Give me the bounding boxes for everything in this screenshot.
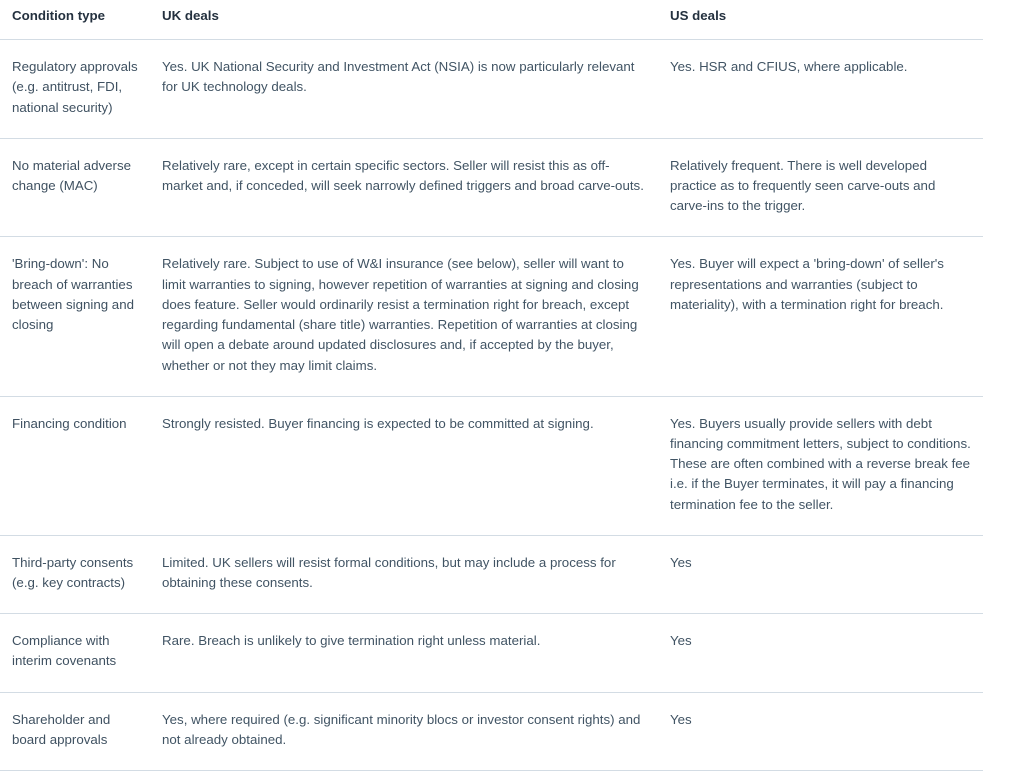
table-header-row bbox=[0, 0, 983, 40]
column-header-uk-deals: UK deals bbox=[150, 0, 658, 40]
table-row bbox=[0, 40, 983, 139]
column-header-condition-type: Condition type bbox=[0, 0, 150, 40]
table-header bbox=[0, 0, 983, 40]
cell-us-deals: Yes. Buyer will expect a 'bring-down' of seller's representations and warranties (subject to materiality), with a termination right for breach. bbox=[658, 237, 983, 396]
cell-us-deals: Yes bbox=[658, 692, 983, 770]
cell-us-deals: Yes. Buyers usually provide sellers with debt financing commitment letters, subject to conditions. These are often combined with a reverse break fee i.e. if the Buyer terminates, it will pay a financing termination fee to the seller. bbox=[658, 396, 983, 535]
cell-uk-deals: Limited. UK sellers will resist formal conditions, but may include a process for obtaining these consents. bbox=[150, 535, 658, 613]
table-row bbox=[0, 692, 983, 770]
cell-condition-type: No material adverse change (MAC) bbox=[0, 138, 150, 237]
table-row bbox=[0, 237, 983, 396]
cell-us-deals: Yes bbox=[658, 614, 983, 692]
cell-condition-type: Shareholder and board approvals bbox=[0, 692, 150, 770]
table-row bbox=[0, 535, 983, 613]
cell-condition-type: Financing condition bbox=[0, 396, 150, 535]
cell-uk-deals: Relatively rare, except in certain specific sectors. Seller will resist this as off-market and, if conceded, will seek narrowly defined triggers and broad carve-outs. bbox=[150, 138, 658, 237]
cell-uk-deals: Strongly resisted. Buyer financing is expected to be committed at signing. bbox=[150, 396, 658, 535]
cell-uk-deals: Yes, where required (e.g. significant minority blocs or investor consent rights) and not already obtained. bbox=[150, 692, 658, 770]
table-row bbox=[0, 396, 983, 535]
cell-condition-type: Regulatory approvals (e.g. antitrust, FDI, national security) bbox=[0, 40, 150, 139]
cell-uk-deals: Rare. Breach is unlikely to give termination right unless material. bbox=[150, 614, 658, 692]
column-header-us-deals: US deals bbox=[658, 0, 983, 40]
cell-us-deals: Yes bbox=[658, 535, 983, 613]
cell-condition-type: Third-party consents (e.g. key contracts) bbox=[0, 535, 150, 613]
cell-us-deals: Relatively frequent. There is well developed practice as to frequently seen carve-outs and carve-ins to the trigger. bbox=[658, 138, 983, 237]
cell-us-deals: Yes. HSR and CFIUS, where applicable. bbox=[658, 40, 983, 139]
table-row bbox=[0, 138, 983, 237]
cell-uk-deals: Relatively rare. Subject to use of W&I insurance (see below), seller will want to limit warranties to signing, however repetition of warranties at signing and closing does feature. Seller would ordinarily resist a termination right for breach, except regarding fundamental (share title) warranties. Repetition of warranties at closing will open a debate around updated disclosures and, if accepted by the buyer, whether or not they may limit claims. bbox=[150, 237, 658, 396]
table-row bbox=[0, 614, 983, 692]
cell-condition-type: Compliance with interim covenants bbox=[0, 614, 150, 692]
cell-uk-deals: Yes. UK National Security and Investment Act (NSIA) is now particularly relevant for UK technology deals. bbox=[150, 40, 658, 139]
table-body bbox=[0, 40, 983, 771]
cell-condition-type: 'Bring-down': No breach of warranties between signing and closing bbox=[0, 237, 150, 396]
